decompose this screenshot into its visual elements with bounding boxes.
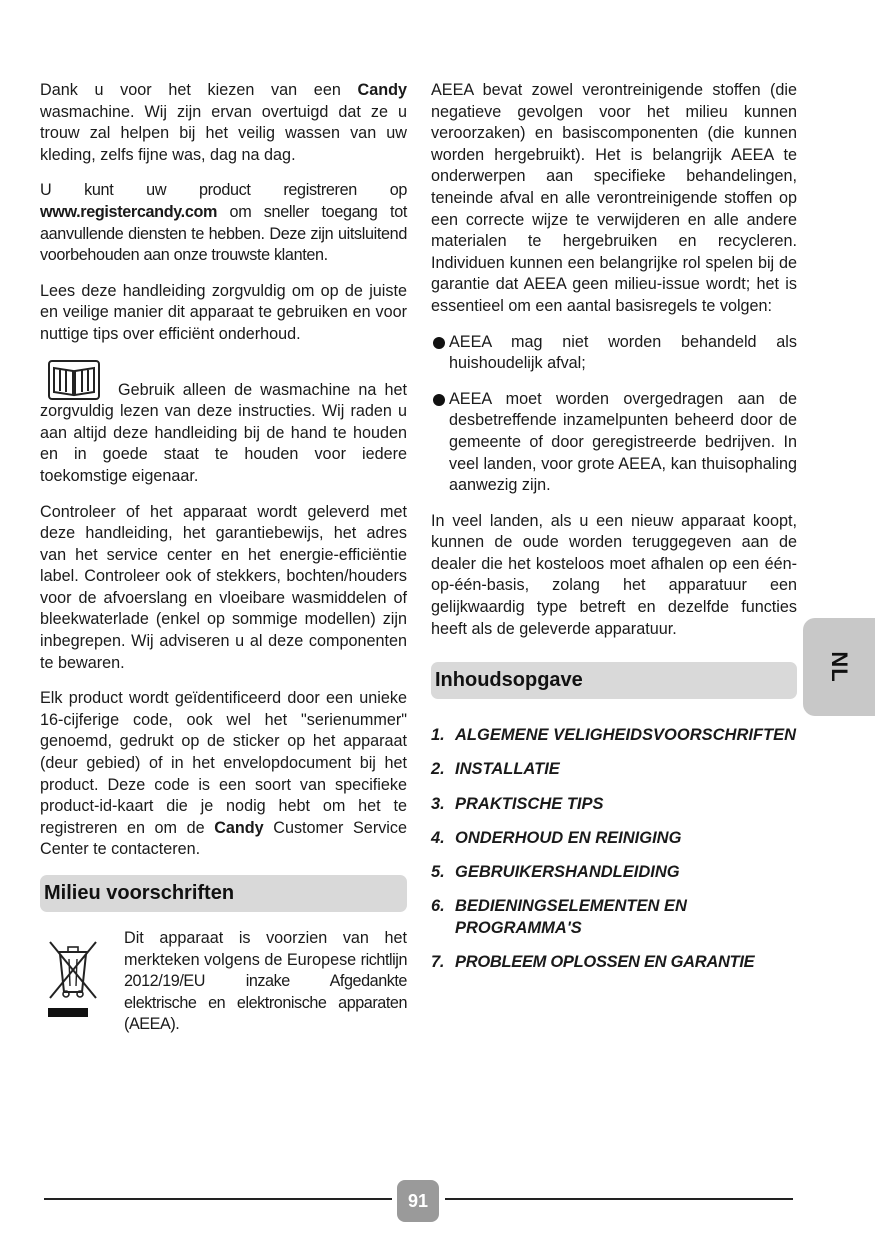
toc-heading: Inhoudsopgave <box>431 662 797 699</box>
read-manual-paragraph: Lees deze handleiding zorgvuldig om op de juiste en veilige manier dit apparaat te gebruiken en voor nuttige tips over efficiënt onderhoud. <box>40 281 407 343</box>
language-tab <box>803 618 875 716</box>
bullet-icon <box>433 394 445 406</box>
serial-number-paragraph: Elk product wordt geïdentificeerd door een unieke 16-cijferige code, ook wel het "serienummer" genoemd, gedrukt op de sticker op het apparaat (deur gebied) of in het envelopdocument bij het product. Deze code is een soort van specifieke product-id-kaart die je nodig hebt om het te registreren en om de Candy Customer Service Center te contacteren. <box>40 689 407 859</box>
toc-item[interactable]: 3. PRAKTISCHE TIPS <box>431 794 604 813</box>
bullet-icon <box>433 337 445 349</box>
brand-name: Candy <box>357 81 407 99</box>
manual-note-text: Gebruik alleen de wasmachine na het zorgvuldig lezen van deze instructies. Wij raden u aan altijd deze handleiding bij de hand te houden en in goede staat te houden voor iedere toekomstige eigenaar. <box>40 380 407 485</box>
return-policy-paragraph: In veel landen, als u een nieuw apparaat koopt, kunnen de oude worden teruggegeven aan de dealer die het kosteloos moet afhalen op een één-op-één-basis, zolang het apparatuur een gelijkwaardig type betreft en dezelfde functies heeft als de geleverde apparatuur. <box>431 511 797 638</box>
left-column <box>40 80 407 1050</box>
crossed-out-bin-icon <box>40 928 102 1022</box>
environment-heading: Milieu voorschriften <box>40 875 407 912</box>
toc-item[interactable]: 5. GEBRUIKERSHANDLEIDING <box>431 863 680 881</box>
toc-item[interactable]: 1. ALGEMENE VELIGHEIDSVOORSCHRIFTEN <box>431 726 797 745</box>
toc-item[interactable]: 6. BEDIENINGSELEMENTEN EN PROGRAMMA'S <box>431 897 687 937</box>
intro-paragraph: Dank u voor het kiezen van een Candy wasmachine. Wij zijn ervan overtuigd dat ze u trouw zal helpen bij het veilig wassen van uw kleding, zelfs fijne was, dag na dag. <box>40 81 407 164</box>
page-number: 91 <box>397 1180 439 1222</box>
toc-item[interactable]: 2. INSTALLATIE <box>431 760 560 779</box>
right-column <box>431 80 797 986</box>
weee-notice <box>40 928 407 1050</box>
footer-rule-left <box>44 1198 392 1200</box>
toc-item[interactable]: 7. PROBLEEM OPLOSSEN EN GARANTIE <box>431 952 755 971</box>
toc-item[interactable]: 4. ONDERHOUD EN REINIGING <box>431 828 682 847</box>
aeea-rules-list <box>431 332 797 497</box>
table-of-contents <box>431 725 797 973</box>
footer-rule-right <box>445 1198 793 1200</box>
register-url[interactable]: www.registercandy.com <box>40 202 218 221</box>
aeea-intro-paragraph: AEEA bevat zowel verontreinigende stoffen (die negatieve gevolgen voor het milieu kunnen veroorzaken) en basiscomponenten (die kunnen worden hergebruikt). Het is belangrijk AEEA te onderwerpen aan specifieke behandelingen, teneinde afval en alle verontreinigende stoffen op een correcte wijze te verwijderen en alle andere materialen te hergebruiken en recycleren. Individuen kunnen een belangrijke rol spelen bij de garantie dat AEEA geen milieu-issue wordt; het is essentieel om een aantal basisregels te volgen: <box>431 81 797 315</box>
manual-note <box>40 360 407 488</box>
language-tab-label: NL <box>827 651 852 683</box>
list-item: AEEA moet worden overgedragen aan de desbetreffende inzamelpunten beheerd door de gemeente of door geregistreerde bedrijven. In veel landen, voor grote AEEA, kan thuisophaling aanwezig zijn. <box>431 389 797 497</box>
check-delivery-paragraph: Controleer of het apparaat wordt geleverd met deze handleiding, het garantiebewijs, het adres van het service center en het energie-efficiëntie label. Controleer ook of stekkers, bochten/houders voor de afvoerslang en vloeibare wasmiddelen of bleekwaterlade (enkel op sommige modellen) zijn inbegrepen. Wij adviseren u al deze componenten te bewaren. <box>40 502 407 672</box>
open-book-icon <box>48 360 100 400</box>
brand-name: Candy <box>214 818 264 837</box>
list-item: AEEA mag niet worden behandeld als huishoudelijk afval; <box>431 332 797 375</box>
register-paragraph: U kunt uw product registreren op www.registercandy.com om sneller toegang tot aanvullende diensten te hebben. Deze zijn uitsluitend voorbehouden aan onze trouwste klanten. <box>40 181 407 265</box>
weee-text: Dit apparaat is voorzien van het merkteken volgens de Europese richtlijn 2012/19/EU inzake Afgedankte elektrische en elektronische apparaten (AEEA). <box>124 929 407 1034</box>
